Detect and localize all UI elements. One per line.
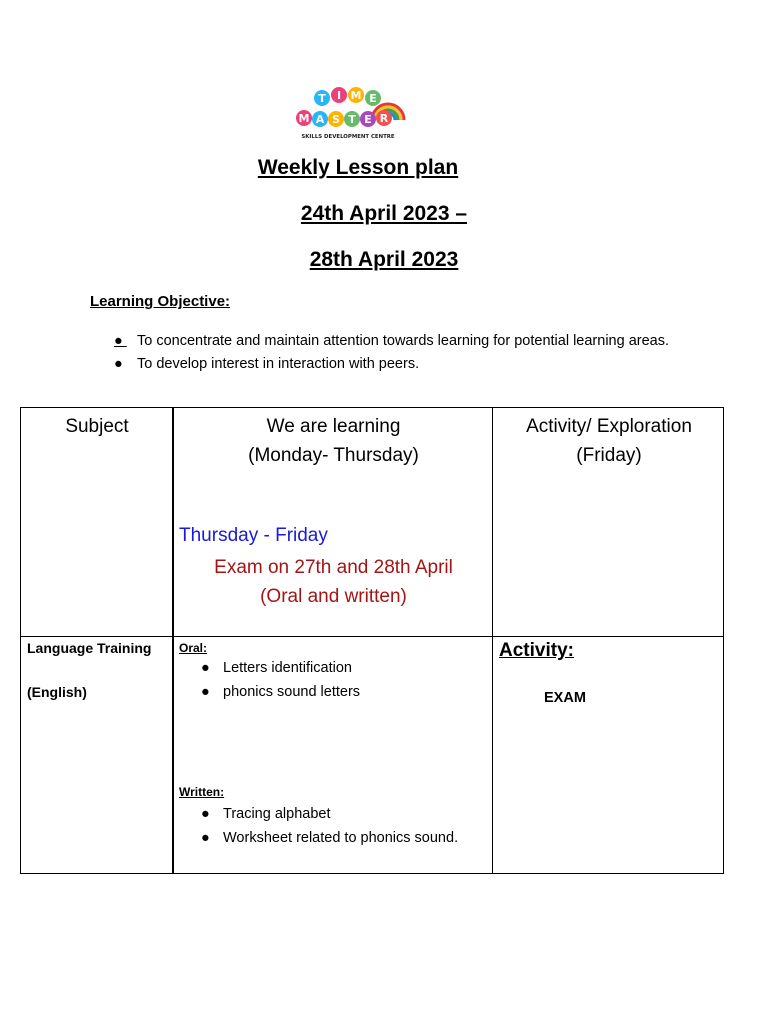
- header-we-are-learning: [174, 412, 493, 470]
- header-activity-line1: Activity/ Exploration: [526, 416, 692, 437]
- exam-notice-line1: Exam on 27th and 28th April: [214, 557, 453, 578]
- header-activity-exploration: [493, 412, 725, 470]
- list-item: [201, 680, 481, 704]
- written-label: Written:: [179, 785, 225, 799]
- logo-letter-i: I: [336, 89, 342, 102]
- header-learning-line1: We are learning: [266, 416, 401, 437]
- bullet-icon: ●: [201, 684, 210, 700]
- logo-letter-a: A: [315, 113, 325, 126]
- logo-letter-m2: M: [298, 112, 310, 125]
- date-range-end: 28th April 2023: [309, 248, 459, 271]
- page-title: Weekly Lesson plan: [257, 156, 459, 179]
- logo-letter-t2: T: [348, 113, 356, 126]
- learning-objective-list: [112, 330, 672, 376]
- subject-name: Language Training: [27, 640, 152, 656]
- lesson-plan-table: [20, 407, 724, 874]
- written-list: [201, 802, 481, 850]
- header-activity-line2: (Friday): [576, 445, 642, 466]
- objective-item: [112, 330, 672, 353]
- header-learning-line2: (Monday- Thursday): [248, 445, 419, 466]
- logo-letter-m: M: [350, 89, 362, 102]
- objective-text: To develop interest in interaction with peers.: [137, 356, 420, 372]
- bullet-icon: ●: [114, 333, 127, 349]
- list-item-text: Letters identification: [223, 660, 352, 676]
- list-item-text: Worksheet related to phonics sound.: [223, 830, 459, 846]
- bullet-icon: ●: [201, 830, 210, 846]
- exam-notice: [174, 553, 493, 611]
- table-divider: [492, 408, 493, 873]
- oral-label: Oral:: [179, 641, 208, 655]
- header-subject-text: Subject: [65, 416, 129, 437]
- bullet-icon: ●: [114, 356, 123, 372]
- oral-list: [201, 656, 481, 704]
- logo-tagline: SKILLS DEVELOPMENT CENTRE: [301, 134, 395, 140]
- exam-days-notice: Thursday - Friday: [179, 525, 328, 546]
- logo-letter-e2: E: [364, 113, 372, 126]
- learning-objective-heading: Learning Objective:: [90, 293, 231, 310]
- bullet-icon: ●: [201, 660, 210, 676]
- logo-letter-t: T: [318, 92, 326, 105]
- logo-letter-r: R: [379, 112, 389, 125]
- logo-letter-s: S: [332, 113, 340, 126]
- logo-graphic: [294, 86, 406, 142]
- objective-text: To concentrate and maintain attention towards learning for potential learning areas.: [137, 333, 669, 349]
- list-item-text: Tracing alphabet: [223, 806, 331, 822]
- time-master-logo: [294, 86, 406, 142]
- table-divider: [172, 408, 174, 873]
- list-item-text: phonics sound letters: [223, 684, 361, 700]
- activity-value: EXAM: [544, 690, 586, 706]
- table-row-divider: [21, 636, 723, 637]
- exam-notice-line2: (Oral and written): [260, 586, 407, 607]
- subject-language: (English): [27, 684, 87, 700]
- objective-item: [112, 353, 672, 376]
- list-item: [201, 656, 481, 680]
- date-range-start: 24th April 2023 –: [300, 202, 468, 225]
- activity-label: Activity:: [499, 640, 574, 661]
- list-item: [201, 826, 481, 850]
- list-item: [201, 802, 481, 826]
- header-subject: [21, 412, 173, 441]
- logo-letter-e: E: [369, 92, 377, 105]
- bullet-icon: ●: [201, 806, 210, 822]
